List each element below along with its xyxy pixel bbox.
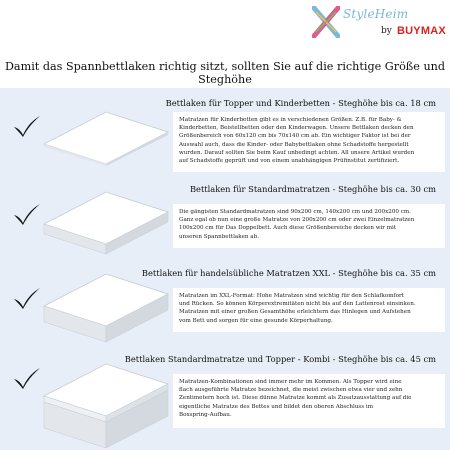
logo-mark-icon: [312, 6, 340, 38]
section-title: Bettlaken für handelsübliche Matratzen XXL - Steghöhe bis ca. 35 cm: [141, 268, 436, 278]
checkmark-icon: [12, 286, 42, 310]
partner-name: BUYMAX: [397, 25, 446, 37]
text-line: auf Schadstoffe geprüft und von einem unabhängigen Prüfinstitut zertifiziert.: [179, 158, 400, 165]
section-kombi: [0, 348, 450, 450]
section-title: Bettlaken Standardmatratze und Topper - Kombi - Steghöhe bis ca. 45 cm: [124, 354, 436, 364]
text-line: Matratzen für Kinderbetten gibt es in verschiedenen Größen. Z.B. für Baby- &: [179, 117, 402, 123]
brand-logo: [312, 4, 447, 44]
text-line: Matratzen mit einer großen Gesamthöhe erleichtern das Hinlegen und Aufstehen: [179, 309, 411, 316]
section-topper-kinderbetten: [0, 96, 450, 180]
text-line: Ganz egal ob nun eine große Matratze von 200x200 cm oder zwei Einzelmatratzen: [179, 217, 415, 224]
section-text: [173, 204, 445, 248]
text-line: wurden. Darauf sollten Sie beim Kauf unbedingt achten. All unsere Artikel wurden: [179, 149, 415, 156]
text-line: Kinderbetten, Beistellbetten oder den Kinderwagen. Unsere Bettlaken decken den: [179, 125, 414, 132]
text-line: 100x200 cm für Das Doppelbett. Auch diese Größenbereiche decken wir mit: [179, 225, 397, 232]
checkmark-icon: [12, 366, 42, 390]
checkmark-icon: [12, 202, 42, 226]
text-line: Größenbereich von 60x120 cm bis 70x140 cm ab. Ein wichtiger Faktor ist bei der: [179, 133, 411, 140]
section-text: [173, 374, 445, 428]
text-line: Die gängisten Standardmatratzen sind 90x200 cm, 140x200 cm und 200x200 cm.: [179, 209, 411, 215]
mattress-topper-combo-illustration: [40, 362, 172, 450]
section-title: Bettlaken für Topper und Kinderbetten - Steghöhe bis ca. 18 cm: [165, 98, 436, 108]
text-line: flach ausgeführte Matratze bezeichnet, die meist zwischen etwa vier und zehn: [179, 387, 403, 394]
section-standardmatratzen: [0, 180, 450, 264]
section-text: [173, 112, 445, 172]
mattress-xxl-illustration: [40, 270, 172, 346]
text-line: Matratzen-Kombinationen sind immer mehr im Kommen. Als Topper wird eine: [179, 379, 402, 385]
header: [0, 0, 450, 48]
partner-logo: [397, 25, 446, 37]
text-line: Auswahl auch, dass die Kinder- oder Babybettlaken ohne Schadstoffe hergestellt: [179, 141, 409, 148]
brand-by: by: [381, 26, 392, 36]
mattress-thin-illustration: [40, 104, 172, 166]
text-line: unseren Spannbettlaken ab.: [179, 233, 259, 240]
text-line: Matratzen im XXL-Format: Hohe Matratzen sind wichtig für den Schlafkomfort: [179, 293, 404, 299]
checkmark-icon: [12, 114, 42, 138]
text-line: und Rücken. So können Körperextremitäten nicht bis auf den Lattenrost einsinken.: [179, 301, 416, 308]
text-line: Boxspring-Aufbau.: [179, 411, 232, 418]
mattress-standard-illustration: [40, 186, 172, 258]
text-line: eigentliche Matratze des Bettes und bildet den oberen Abschluss im: [179, 403, 374, 410]
section-text: [173, 288, 445, 332]
section-title: Bettlaken für Standardmatratzen - Steghöhe bis ca. 30 cm: [189, 184, 436, 194]
text-line: vom Bett und sorgen für eine gesunde Körperhaltung.: [179, 317, 333, 324]
section-xxl-matratzen: [0, 264, 450, 348]
brand-name: StyleHeim: [343, 7, 409, 21]
page-title: Damit das Spannbettlaken richtig sitzt, sollten Sie auf die richtige Größe und Steghöhe: [4, 60, 446, 86]
text-line: Zentimetern hoch ist. Diese dünne Matratze kommt als Zusatzausstattung auf die: [179, 395, 412, 402]
